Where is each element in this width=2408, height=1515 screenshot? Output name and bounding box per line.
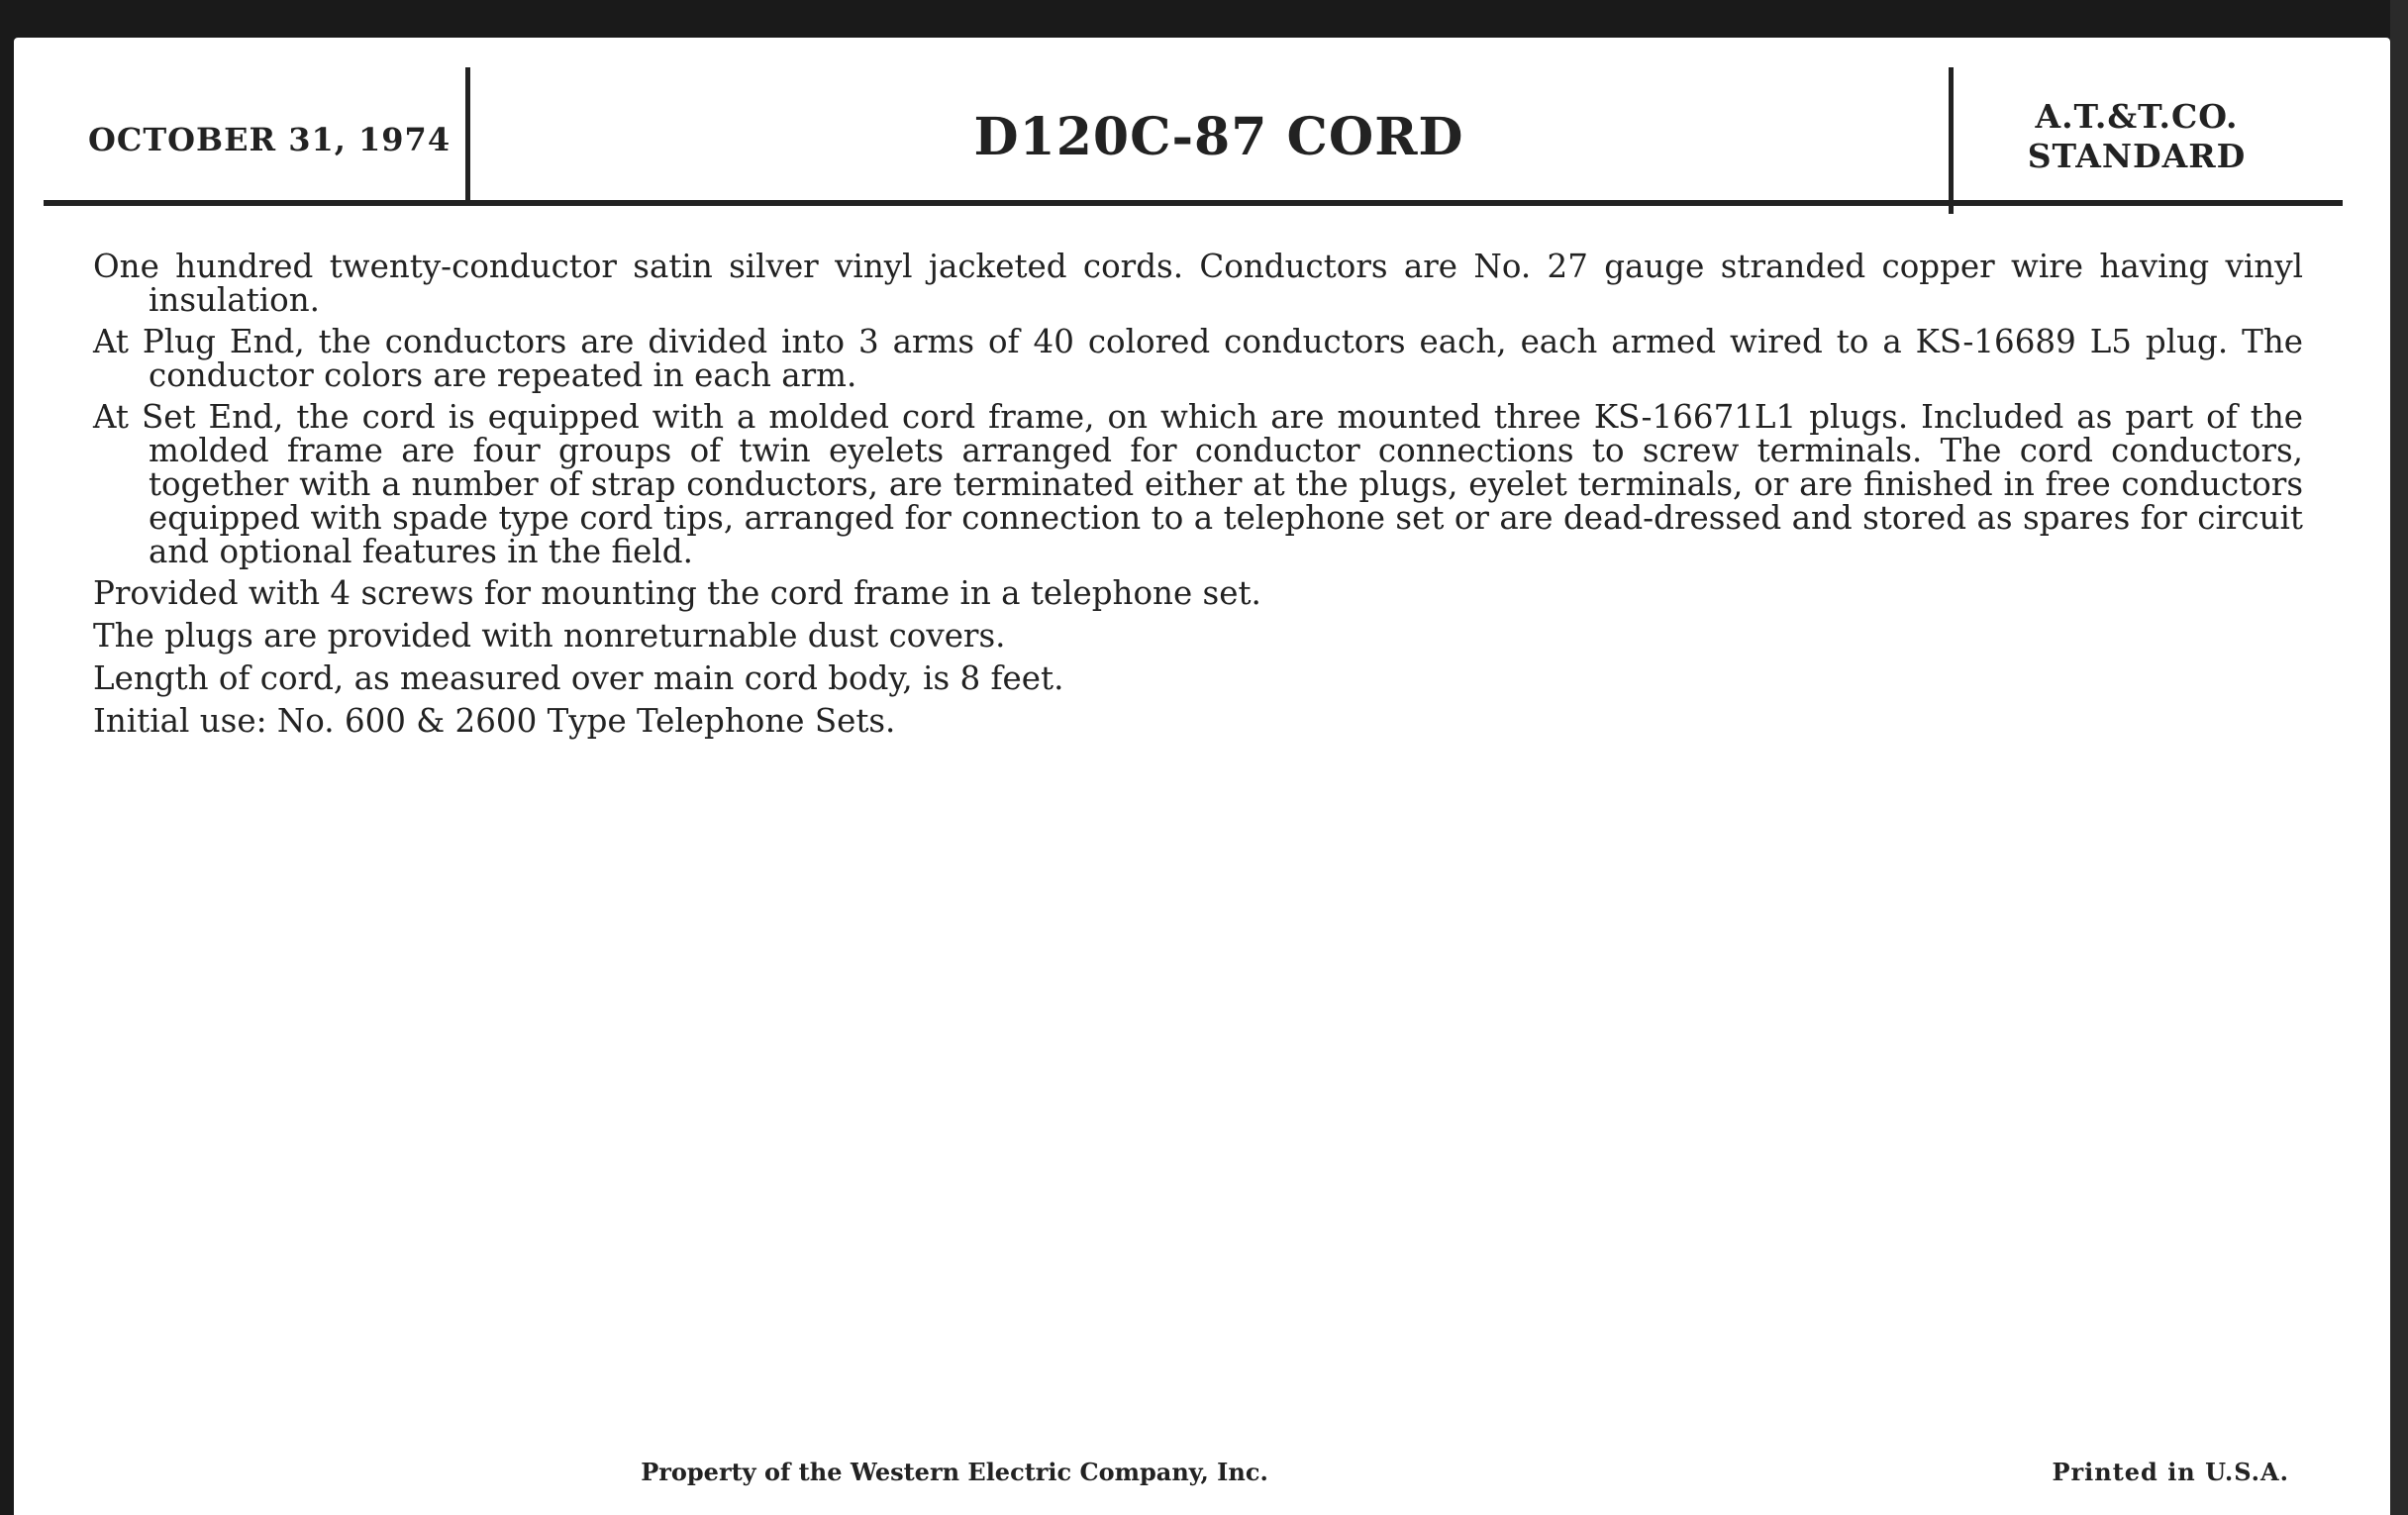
paragraph-initial-use: Initial use: No. 600 & 2600 Type Telephone Sets. — [93, 702, 896, 740]
document-header — [44, 53, 2343, 204]
document-body — [93, 250, 2303, 747]
standard-label-line2: STANDARD — [2027, 137, 2247, 175]
standard-label-line1: A.T.&T.CO. — [2035, 97, 2239, 136]
header-divider-left — [465, 67, 470, 206]
paragraph-set-end: At Set End, the cord is equipped with a molded cord frame, on which are mounted three KS-16671L1 plugs. Included as part of the molded frame are four groups of twin eyelets arranged for conductor connections to screw terminals. The cord conductors, together with a number of strap conductors, are terminated either at the plugs, eyelet terminals, or are finished in free conductors equipped with spade type cord tips, arranged for connection to a telephone set or are dead-dressed and stored as spares for circuit and optional features in the field. — [93, 398, 2303, 570]
document-card — [14, 38, 2390, 1515]
standard-label — [1958, 97, 2315, 176]
issue-date: OCTOBER 31, 1974 — [88, 121, 452, 158]
footer-property: Property of the Western Electric Company, Inc. — [641, 1458, 1268, 1486]
header-rule — [44, 200, 2343, 206]
header-divider-right — [1949, 67, 1954, 214]
paragraph-screws: Provided with 4 screws for mounting the cord frame in a telephone set. — [93, 574, 1261, 612]
paragraph-length: Length of cord, as measured over main cord body, is 8 feet. — [93, 659, 1064, 697]
footer-printed: Printed in U.S.A. — [2052, 1458, 2289, 1486]
paragraph-dust-covers: The plugs are provided with nonreturnable dust covers. — [93, 617, 1006, 655]
scan-edge-shadow — [2390, 0, 2408, 1515]
paragraph-plug-end: At Plug End, the conductors are divided into 3 arms of 40 colored conductors each, each armed wired to a KS-16689 L5 plug. The conductor colors are repeated in each arm. — [93, 323, 2303, 394]
document-title: D120C-87 CORD — [973, 107, 1464, 167]
paragraph-description: One hundred twenty-conductor satin silver vinyl jacketed cords. Conductors are No. 27 gauge stranded copper wire having vinyl insulation. — [93, 248, 2303, 319]
